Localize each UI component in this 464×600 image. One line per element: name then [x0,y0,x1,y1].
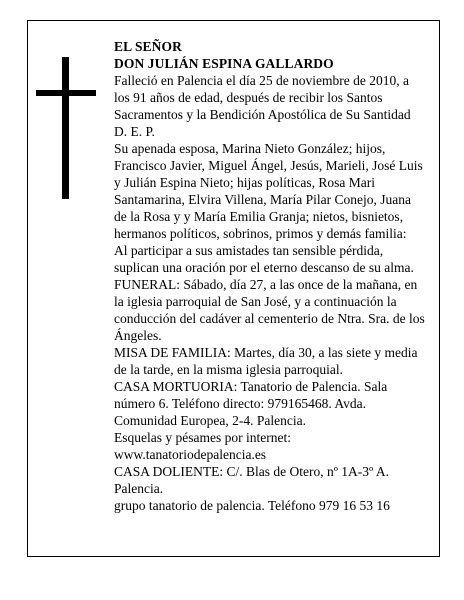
cross-icon [36,57,96,199]
deceased-name: DON JULIÁN ESPINA GALLARDO [114,56,334,71]
online-condolences: Esquelas y pésames por internet: www.tanatoriodepalencia.es [114,430,291,462]
family-list: Su apenada esposa, Marina Nieto González; hijos, Francisco Javier, Miguel Ángel, Jesús, Marieli, José Luis y Julián Espina Nieto; hijas políticas, Rosa Mari Santamarina, Elvira Villena, María Pilar Conejo, Juana de la Rosa y y María Emilia Granja; nietos, bisnietos, hermanos políticos, sobrinos, primos y demás familia: [114,141,423,241]
heading-title: EL SEÑOR [114,39,182,54]
funeral-info: FUNERAL: Sábado, día 27, a las once de la mañana, en la iglesia parroquial de San José, y a continuación la conducción del cadáver al cementerio de Ntra. Sra. de los Ángeles. [114,277,425,343]
cross-vertical-bar [62,57,69,199]
death-announcement: Falleció en Palencia el día 25 de noviembre de 2010, a los 91 años de edad, después de recibir los Santos Sacramentos y la Bendición Apostólica de Su Santidad D. E. P. [114,73,411,139]
prayer-request: Al participar a sus amistades tan sensible pérdida, suplican una oración por el eterno descanso de su alma. [114,243,414,275]
obituary-text [114,38,426,514]
funeral-group-phone: grupo tanatorio de palencia. Teléfono 979 16 53 16 [114,498,390,513]
funeral-home-info: CASA MORTUORIA: Tanatorio de Palencia. Sala número 6. Teléfono directo: 979165468. Avda. Comunidad Europea, 2-4. Palencia. [114,379,388,428]
cross-horizontal-bar [36,90,96,96]
family-home-info: CASA DOLIENTE: C/. Blas de Otero, nº 1A-3º A. Palencia. [114,464,389,496]
family-mass-info: MISA DE FAMILIA: Martes, día 30, a las siete y media de la tarde, en la misma iglesia parroquial. [114,345,418,377]
